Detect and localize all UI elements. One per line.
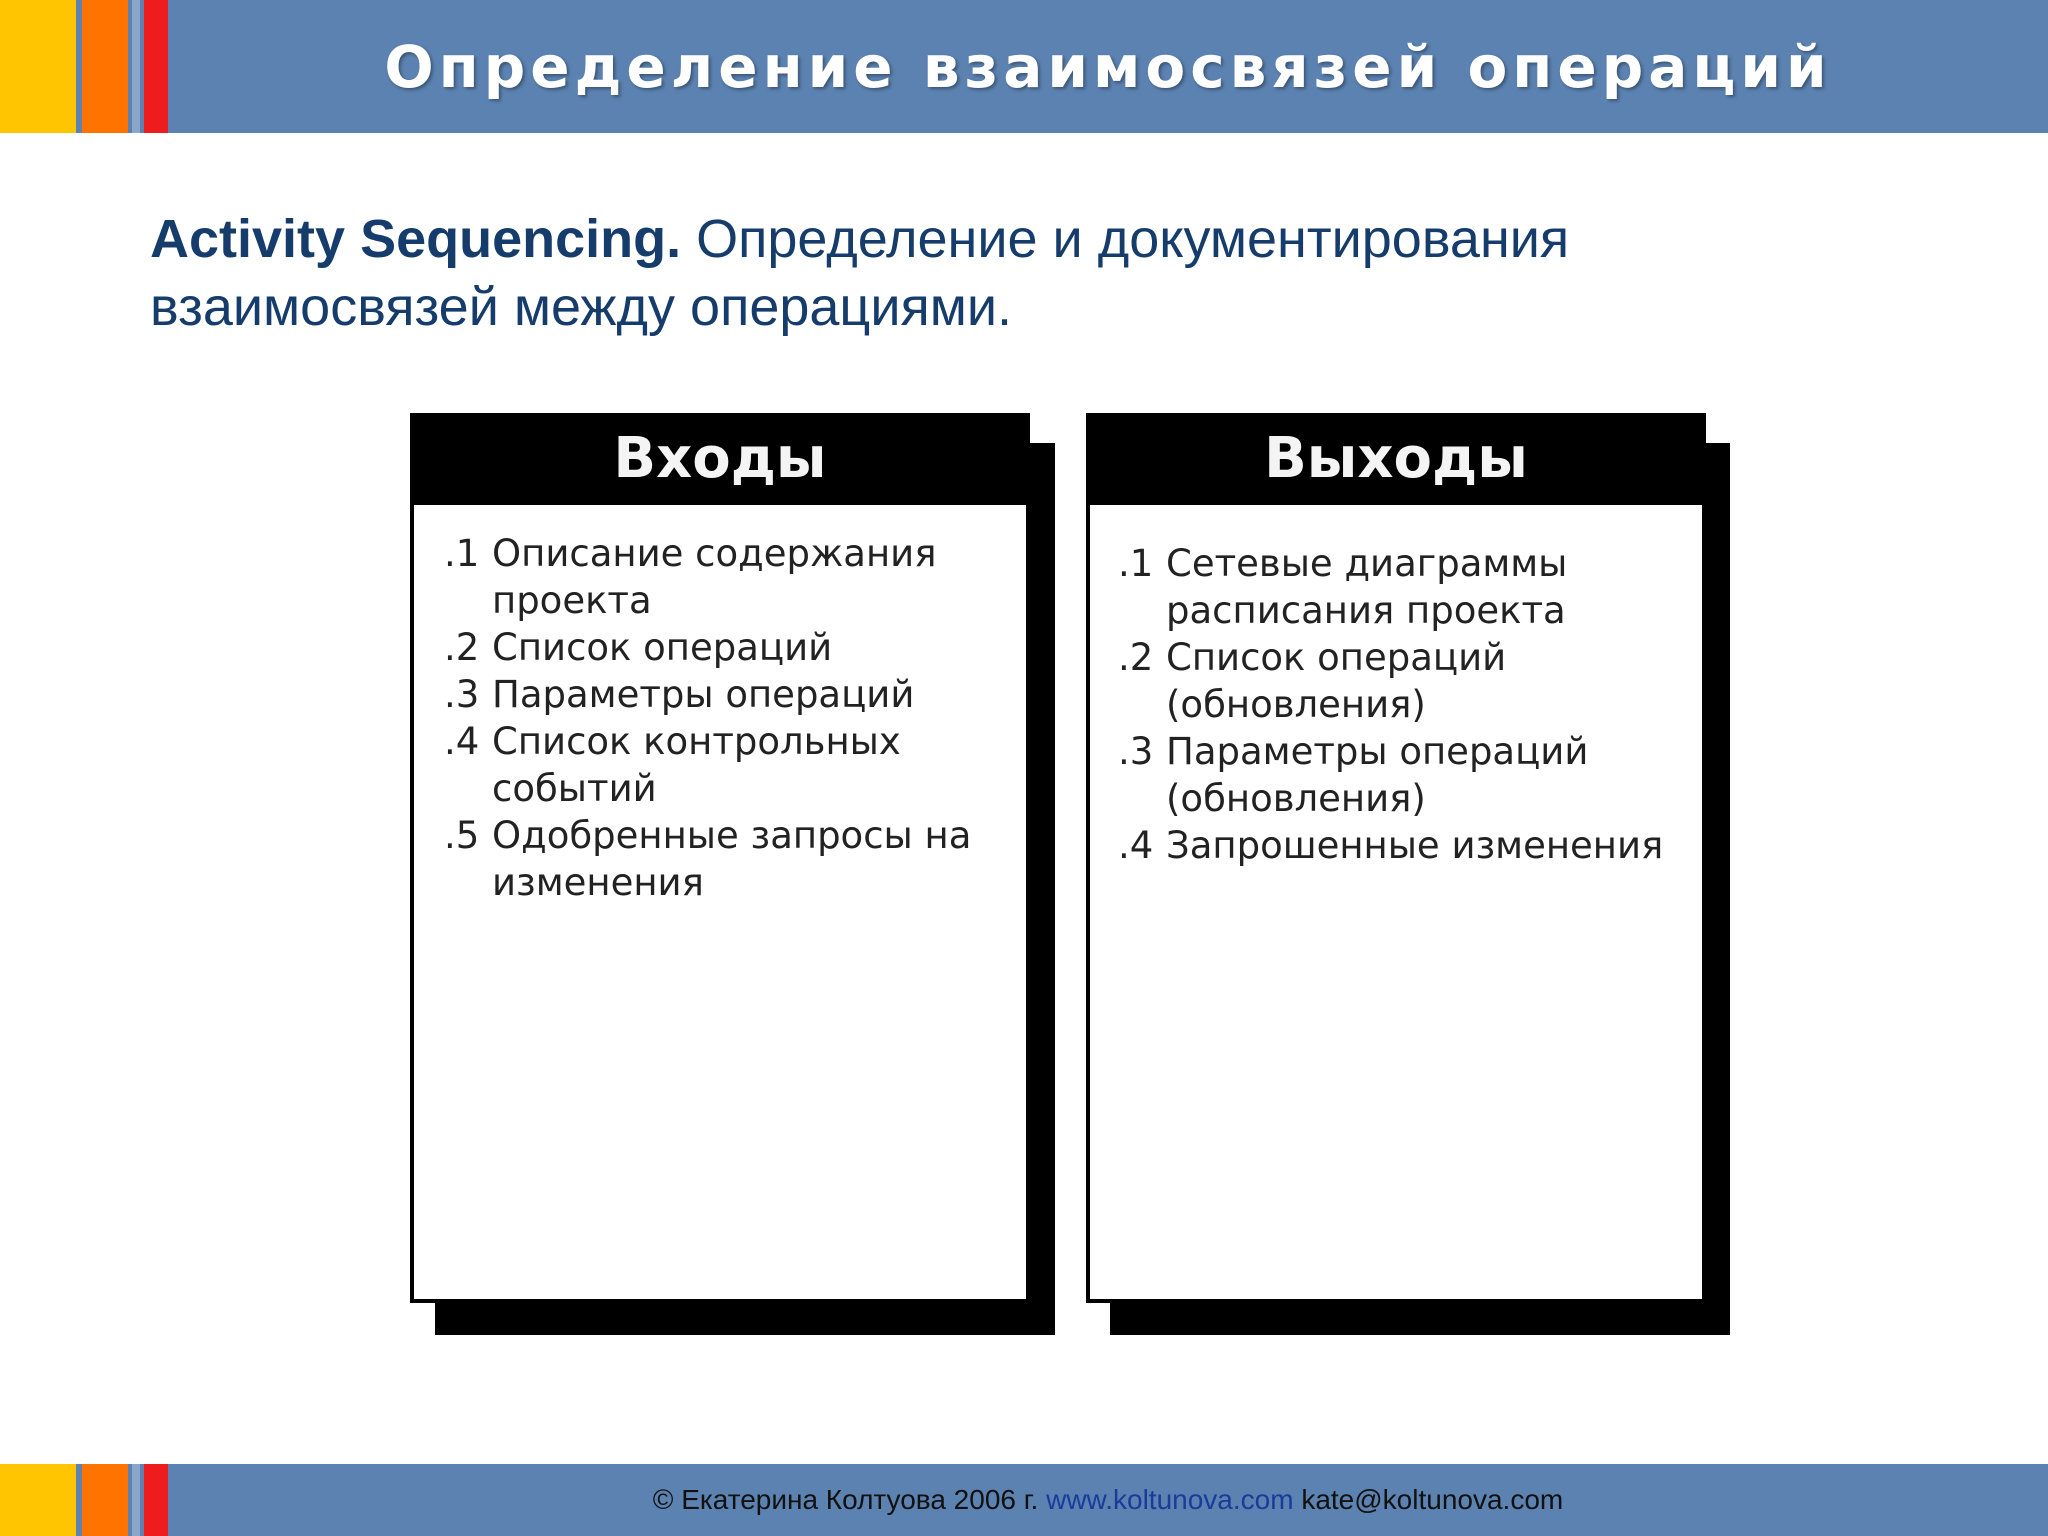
list-item-text: Параметры операций (обновления) bbox=[1166, 730, 1589, 820]
accent-stripe-red bbox=[144, 0, 168, 133]
accent-stripe-yellow bbox=[0, 0, 76, 133]
intro-definition: Определение и документирования взаимосвязей между операциями. bbox=[150, 209, 1570, 337]
list-item-number: .1 bbox=[444, 532, 480, 575]
list-item-text: Список операций (обновления) bbox=[1166, 636, 1507, 726]
list-item bbox=[444, 718, 1004, 812]
list-item-number: .2 bbox=[444, 626, 480, 669]
list-item-number: .5 bbox=[444, 814, 480, 857]
outputs-panel-title: Выходы bbox=[1086, 413, 1706, 505]
list-item-number: .3 bbox=[1118, 730, 1154, 773]
accent-stripe-blue bbox=[132, 0, 140, 133]
list-item bbox=[444, 812, 1004, 906]
list-item-text: Сетевые диаграммы расписания проекта bbox=[1166, 542, 1568, 632]
list-item bbox=[444, 624, 1004, 671]
footer-website-link[interactable]: www.koltunova.com bbox=[1046, 1484, 1294, 1515]
intro-term: Activity Sequencing. bbox=[150, 209, 682, 269]
inputs-list bbox=[444, 530, 1004, 906]
footer-text bbox=[168, 1464, 2048, 1536]
list-item-text: Одобренные запросы на изменения bbox=[492, 814, 972, 904]
list-item-number: .3 bbox=[444, 673, 480, 716]
list-item-text: Запрошенные изменения bbox=[1166, 824, 1664, 867]
list-item bbox=[1118, 822, 1688, 869]
list-item-number: .2 bbox=[1118, 636, 1154, 679]
header-bar bbox=[0, 0, 2048, 133]
list-item bbox=[1118, 634, 1688, 728]
footer-stripe-yellow bbox=[0, 1464, 76, 1536]
list-item-text: Параметры операций bbox=[492, 673, 915, 716]
footer-email[interactable]: kate@koltunova.com bbox=[1293, 1484, 1564, 1515]
list-item-number: .1 bbox=[1118, 542, 1154, 585]
list-item bbox=[1118, 540, 1688, 634]
inputs-panel-title: Входы bbox=[410, 413, 1030, 505]
outputs-panel bbox=[1086, 413, 1730, 1335]
footer-stripe-red bbox=[144, 1464, 168, 1536]
outputs-list bbox=[1118, 540, 1688, 869]
list-item bbox=[444, 530, 1004, 624]
footer-copyright: © Екатерина Колтуова 2006 г. bbox=[652, 1484, 1047, 1515]
footer-bar bbox=[0, 1464, 2048, 1536]
footer-stripe-orange bbox=[82, 1464, 128, 1536]
list-item-text: Описание содержания проекта bbox=[492, 532, 937, 622]
intro-paragraph bbox=[150, 205, 1710, 341]
list-item-text: Список операций bbox=[492, 626, 833, 669]
footer-stripe-blue bbox=[132, 1464, 140, 1536]
list-item bbox=[1118, 728, 1688, 822]
list-item-number: .4 bbox=[1118, 824, 1154, 867]
accent-stripe-orange bbox=[82, 0, 128, 133]
list-item-text: Список контрольных событий bbox=[492, 720, 901, 810]
inputs-panel bbox=[410, 413, 1055, 1335]
slide-title: Определение взаимосвязей операций bbox=[384, 32, 1832, 101]
list-item-number: .4 bbox=[444, 720, 480, 763]
list-item bbox=[444, 671, 1004, 718]
